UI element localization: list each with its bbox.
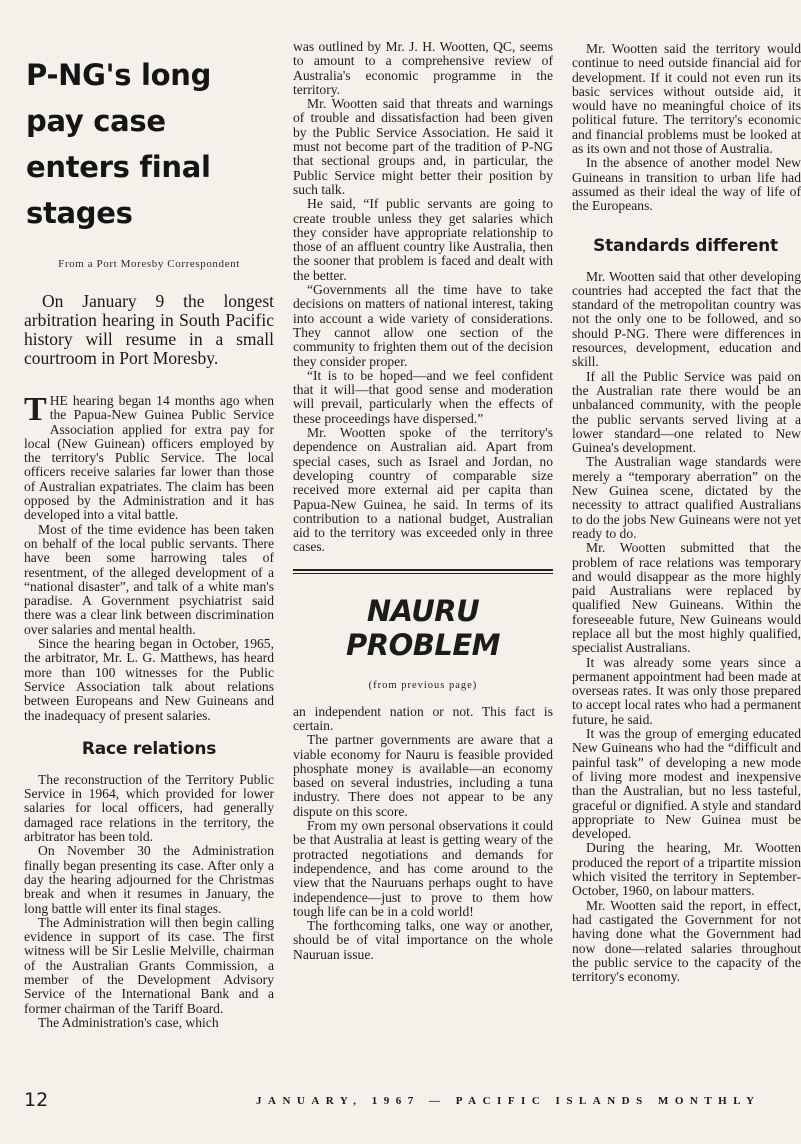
article-paragraph: In the absence of another model New Guineans in transition to urban life had assumed as their ideal the way of life of the Europeans. <box>572 155 801 214</box>
nauru-headline: NAURU PROBLEM <box>346 593 500 662</box>
article-paragraph: On November 30 the Administration finally began presenting its case. After only a day the hearing adjourned for the Christmas break and when it resumes in January, the long battle will enter its final stages. <box>24 843 274 916</box>
running-title: JANUARY, 1967 — PACIFIC ISLANDS MONTHLY <box>256 1095 761 1107</box>
drop-cap: T <box>24 391 47 428</box>
page-footer <box>0 1089 801 1119</box>
article-paragraph: Mr. Wootten said the territory would continue to need outside financial aid for development. If it could not even run its basic services without outside aid, it would have no meaningful choice of its political future. The territory's economic and financial problems must be looked at as its own and not those of Australia. <box>572 41 801 157</box>
article-paragraph: Mr. Wootten said the report, in effect, had castigated the Government for not having done what the Government had now done—related salaries throughout the public service to the capacity of the territory's economy. <box>572 897 801 985</box>
article-paragraph <box>24 391 274 523</box>
column-3 <box>570 0 801 984</box>
continued-note: (from previous page) <box>368 679 478 691</box>
article-paragraph: The Australian wage standards were merely a “temporary aberration” on the New Guinea scene, dictated by the necessity to attract qualified Australians to do the jobs New Guineans were not yet ready to do. <box>572 454 801 541</box>
article-paragraph: Mr. Wootten spoke of the territory's dependence on Australian aid. Apart from special cases, such as Israel and Jordan, no developing country of comparable size received more external aid per capita than Papua-New Guinea, he said. In terms of its contribution to a national budget, Australian aid to the territory was exceeded only in three cases. <box>293 425 553 555</box>
section-divider <box>293 569 553 574</box>
column-1 <box>24 0 274 1030</box>
article-paragraph: The Administration's case, which <box>38 1014 219 1030</box>
article-lede: On January 9 the longest arbitration hearing in South Pacific history will resume in a small courtroom in Port Moresby. <box>24 291 274 368</box>
subheading-standards-different: Standards different <box>593 235 778 256</box>
nauru-paragraph: an independent nation or not. This fact is certain. <box>293 703 553 733</box>
nauru-paragraph: From my own personal observations it could be that Australia at least is getting weary of the protracted negotiations and demands for independence, and has come around to the view that the Nauruans perhaps ought to have independence—just to prove to them how tough life can be in a cold world! <box>293 818 553 919</box>
article-paragraph: He said, “If public servants are going to create trouble unless they get salaries which they consider have appropriate relationship to those of an affluent country like Australia, then the sooner that problem is faced and dealt with the better. <box>293 196 553 283</box>
article-paragraph: During the hearing, Mr. Wootten produced the report of a tripartite mission which visited the territory in September-October, 1960, on labour matters. <box>572 840 801 899</box>
article-paragraph: “Governments all the time have to take decisions on matters of national interest, taking into account a wide variety of considerations. They cannot allow one section of the community to frighten them out of the decision they consider proper. <box>293 282 553 369</box>
nauru-paragraph: The forthcoming talks, one way or another, should be of vital importance on the whole Nauruan issue. <box>293 918 553 962</box>
article-paragraph: Mr. Wootten submitted that the problem of race relations was temporary and would disappear as the more highly paid Australians were replaced by qualified New Guineans. Within the foreseeable future, New Guineans would replace all but the most highly qualified, specialist Australians. <box>572 540 801 656</box>
article-paragraph: Most of the time evidence has been taken on behalf of the local public servants. There have been some harrowing tales of resentment, of the alleged development of a “national disaster”, and talk of a white man's paradise. A Government psychiatrist said there was a clear link between discrimination over salaries and mental health. <box>24 521 274 637</box>
subheading-race-relations: Race relations <box>81 738 217 759</box>
article-paragraph: Since the hearing began in October, 1965, the arbitrator, Mr. L. G. Matthews, has heard more than 100 witnesses for the Public Service Association talk about relations between Europeans and New Guineans and the inadequacy of present salaries. <box>24 636 274 723</box>
article-paragraph: Mr. Wootten said that threats and warnings of trouble and dissatisfaction had been given by the Public Service Association. He said it must not become part of the tradition of P-NG that sectional groups and, in particular, the Public Service might better their position by such talk. <box>293 96 553 197</box>
article-paragraph: If all the Public Service was paid on the Australian rate there would be an unbalanced community, with the people the public servants served living at a lower standard—one related to New Guinea's development. <box>572 368 801 456</box>
article-byline: From a Port Moresby Correspondent <box>58 258 240 270</box>
article-headline: P-NG's long pay case enters final stages <box>26 58 212 230</box>
article-paragraph: “It is to be hoped—and we feel confident that it will—that good sense and moderation will prevail, particularly when the effects of these proceedings have dispersed.” <box>293 367 553 426</box>
column-2 <box>293 0 553 962</box>
page-number: 12 <box>24 1089 49 1111</box>
article-paragraph: The reconstruction of the Territory Public Service in 1964, which provided for lower salaries for local officers, had generally damaged race relations in the territory, the arbitrator has been told. <box>24 771 274 845</box>
article-paragraph: Mr. Wootten said that other developing countries had accepted the fact that the standard of the metropolitan country was not the only one to be followed, and so should P-NG. There were differences in resources, development, education and skill. <box>572 268 801 370</box>
article-paragraph: was outlined by Mr. J. H. Wootten, QC, seems to amount to a comprehensive review of Australia's economic programme in the territory. <box>293 39 553 97</box>
nauru-paragraph: The partner governments are aware that a viable economy for Nauru is feasible provided phosphate money is available—an economy based on several industries, including a tuna industry. There does not appear to be any dispute on this score. <box>293 732 553 819</box>
article-paragraph: The Administration will then begin calling evidence in support of its case. The first witness will be Sir Leslie Melville, chairman of the Australian Grants Commission, a member of the Development Advisory Service of the International Bank and a former chairman of the Tariff Board. <box>24 914 274 1016</box>
paragraph-text: HE hearing began 14 months ago when the Papua-New Guinea Public Service Association applied for extra pay for local (New Guinean) officers employed by the territory's Public Service. The local officers receive salaries far lower than those of Australian expatriates. The claim has been opposed by the Administration and it has developed into a vital battle. <box>24 393 274 523</box>
article-paragraph: It was already some years since a permanent appointment had been made at overseas rates. It was only those prepared to accept local rates who had a permanent future, he said. <box>572 654 801 727</box>
article-paragraph: It was the group of emerging educated New Guineans who had the “difficult and painful task” of developing a new mode of living more modest and inexpensive than the Australian, but no less tasteful, graceful or dignified. A style and standard appropriate to New Guinea must be developed. <box>572 726 801 842</box>
